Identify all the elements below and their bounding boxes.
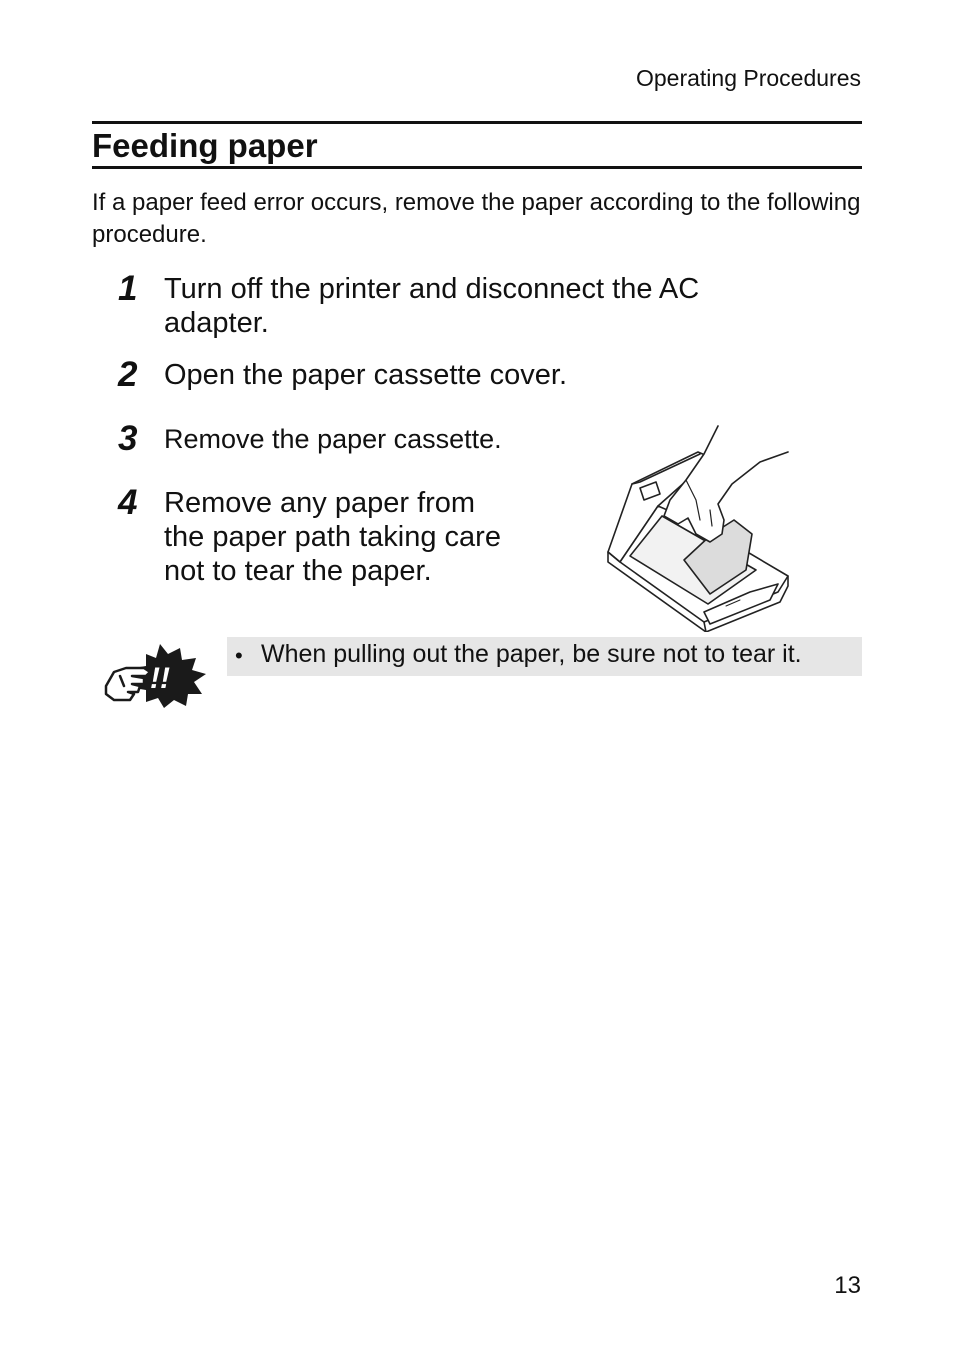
note-bullet: • [235,643,243,668]
section-title-bar [92,121,862,169]
note-icon-mark: !! [150,662,170,695]
step-text-line: Remove any paper from [164,487,476,519]
intro-paragraph: If a paper feed error occurs, remove the paper according to the following procedure. [92,189,861,248]
step-text [164,358,567,392]
note-box [227,637,862,676]
page-number: 13 [834,1272,861,1299]
step-text-line: the paper path taking care [164,521,501,553]
section-title: Feeding paper [92,127,318,164]
running-header: Operating Procedures [635,65,861,91]
step-text-line: Open the paper cassette cover. [164,359,568,391]
pointing-hand-caution-icon [100,642,210,708]
step-text-line: adapter. [164,307,269,339]
step-text-line: Turn off the printer and disconnect the AC [164,273,700,305]
step-number: 1 [118,269,138,308]
note-text: When pulling out the paper, be sure not to tear it. [261,640,802,668]
step-text [164,422,502,456]
step-number: 3 [118,419,138,458]
step-text [164,486,501,588]
step-text-line: not to tear the paper. [164,555,432,587]
step-number: 4 [118,483,138,522]
step-text-line: Remove the paper cassette. [164,424,502,454]
step-text [164,272,699,340]
step-number: 2 [118,355,138,394]
printer-paper-removal-illustration [600,424,790,632]
